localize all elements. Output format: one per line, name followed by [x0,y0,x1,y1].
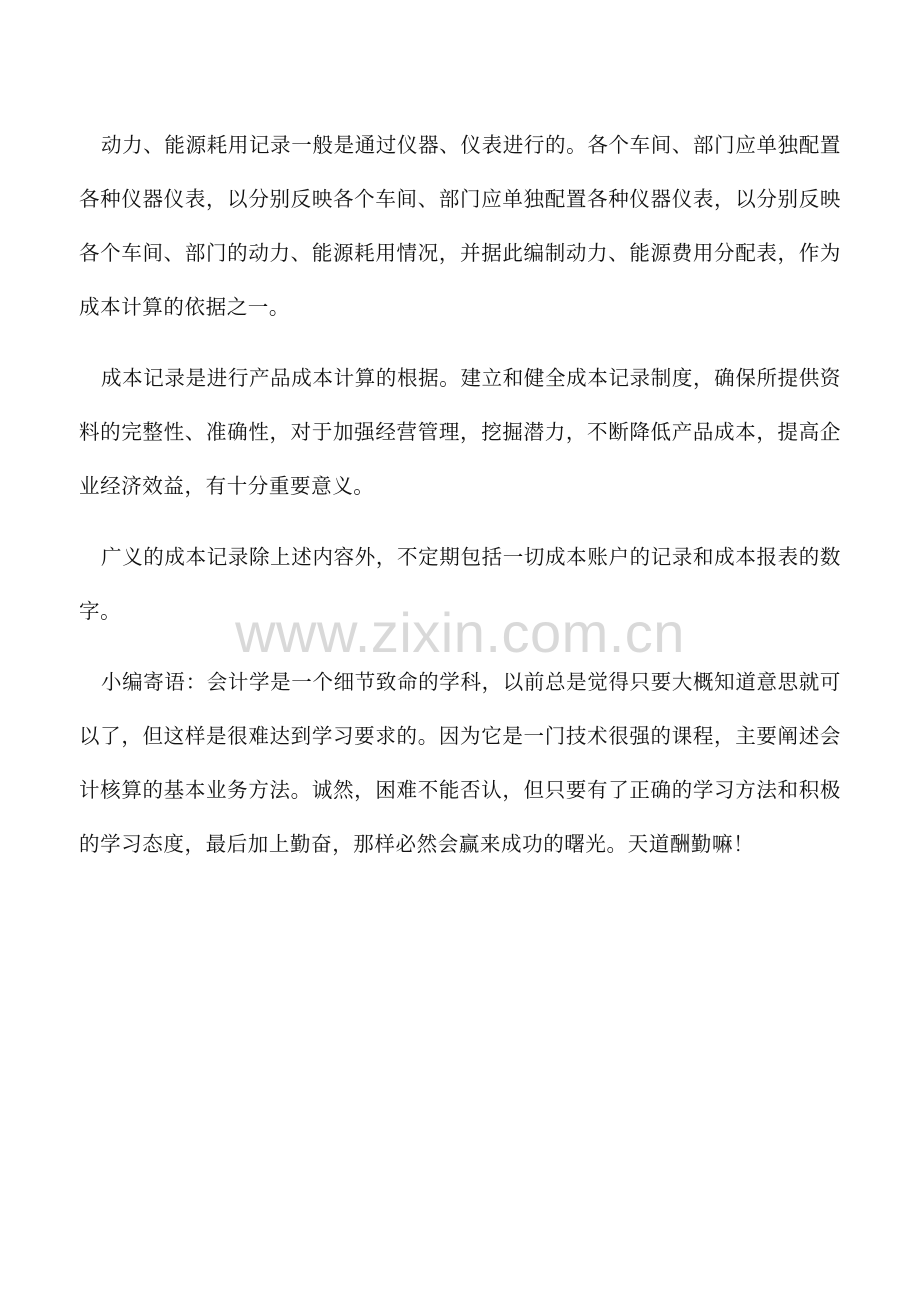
paragraph-broad-cost-records: 广义的成本记录除上述内容外，不定期包括一切成本账户的记录和成本报表的数字。 [79,545,841,623]
watermark-text: www.zixin.com.cn [235,601,685,664]
document-body [79,118,841,888]
paragraph-editor-note: 小编寄语：会计学是一个细节致命的学科，以前总是觉得只要大概知道意思就可以了，但这样是很难达到学习要求的。因为它是一门技术很强的课程，主要阐述会计核算的基本业务方法。诚然，困难不能否认，但只要有了正确的学习方法和积极的学习态度，最后加上勤奋，那样必然会赢来成功的曙光。天道酬勤嘛！ [79,670,841,856]
paragraph-cost-records: 成本记录是进行产品成本计算的根据。建立和健全成本记录制度，确保所提供资料的完整性、准确性，对于加强经营管理，挖掘潜力，不断降低产品成本，提高企业经济效益，有十分重要意义。 [79,366,841,498]
paragraph-energy-records: 动力、能源耗用记录一般是通过仪器、仪表进行的。各个车间、部门应单独配置各种仪器仪表，以分别反映各个车间、部门应单独配置各种仪器仪表，以分别反映各个车间、部门的动力、能源耗用情况，并据此编制动力、能源费用分配表，作为成本计算的依据之一。 [79,133,841,319]
